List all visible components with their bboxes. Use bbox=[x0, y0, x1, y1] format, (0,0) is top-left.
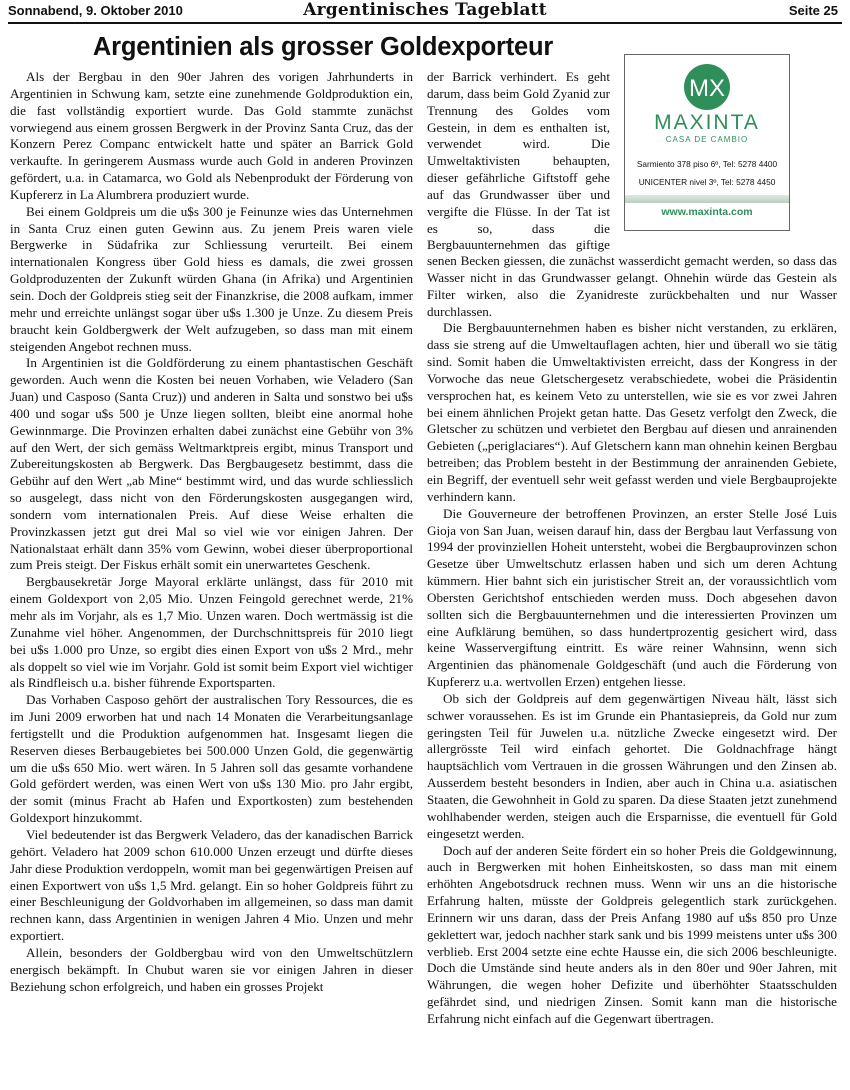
ad-website: www.maxinta.com bbox=[661, 206, 753, 218]
paragraph: Allein, besonders der Goldbergbau wird von den Umweltschützlern energisch bekämpft. In Chubut waren sie vor einigen Jahren in dieser Beziehung schon erfolgreich, und haben ein grosses Projekt bbox=[10, 944, 413, 994]
article-headline: Argentinien als grosser Goldexporteur bbox=[92, 33, 554, 61]
paragraph: Das Vorhaben Casposo gehört der australischen Tory Ressources, die es im Juni 2009 erworben hat und nach 14 Monaten die Verarbeitungsanlage fertigstellt und die Produktion aufgenommen hat. Insgesamt liegen die Reserven dieses Berbaugebietes bei 500.000 Unzen Gold, die gegenwärtig um die u$s 650 Mio. wert wären. In 5 Jahren soll das gesamte vorhandene Gold gefördert werden, was einen Wert von u$s 130 Mio. pro Jahr ergibt, der somit (minus Fracht ab Hafen und Exportkosten) zum bestehenden Goldexport hinzukommt. bbox=[10, 692, 413, 826]
paragraph: In Argentinien ist die Goldförderung zu einem phantastischen Geschäft geworden. Auch wenn die Kosten bei neuen Vorhaben, wie Veladero (San Juan) und Casposo (Santa Cruz)) und anderen in Salta und sonstwo bei u$s 400 und sogar u$s 500 je Unze liegen sollten, bleibt eine anormal hohe Gewinnmarge. Die Provinzen erhalten dabei zunächst eine Gebühr von 3% auf den Wert, der sich gemäss Weltmarktpreis ergibt, minus Transport und Zubereitungskosten ab Bergwerk. Das Bergbaugesetz bestimmt, dass die Gebühr auf den Wert „ab Mine“ bestimmt wird, und das wurde schliesslich so ausgelegt, dass nicht von den Förderungskosten ausgegangen wird, sondern vom internationalen Preis. Auf diese Weise erhalten die Provinzkassen jetzt gut drei Mal so viel wie vor einigen Jahren. Der Nationalstaat erhält dann 35% vom Gewinn, wobei dieser überproportional zum Preis steigt. Der Fiskus erhält somit ein unerwartetes Geschenk. bbox=[10, 355, 413, 573]
maxinta-advertisement bbox=[624, 54, 790, 231]
ad-address-2: UNICENTER nivel 3º, Tel: 5278 4450 bbox=[638, 177, 776, 187]
paragraph: Viel bedeutender ist das Bergwerk Veladero, das der kanadischen Barrick gehört. Veladero hat 2009 schon 610.000 Unzen erzeugt und dürfte dieses Jahr diese Produktion verdoppeln, womit man bei gegenwärtigen Preisen auf einen Exportwert von u$s 1,5 Mrd. gelangt. Ein so hoher Goldpreis führt zu einer Beschleunigung der Goldvorhaben im allgemeinen, so dass man damit rechnen kann, dass Argentinien in wenigen Jahren 4 Mio. Unzen und mehr exportiert. bbox=[10, 826, 413, 944]
paragraph: der Barrick verhindert. Es geht darum, dass beim Gold Zyanid zur Trennung des Goldes vom Gestein, in dem es enthalten ist, verwendet wird. Die Umweltaktivisten behaupten, dieser gefährliche Giftstoff gehe auf das Grundwasser über und vergifte die Flüsse. In der Tat ist es so, dass die Bergbauunternehmen das giftige bbox=[427, 69, 610, 253]
paragraph: Bei einem Goldpreis um die u$s 300 je Feinunze wies das Unternehmen in Santa Cruz einen guten Gewinn aus. Zu jenem Preis waren viele Bergwerke in Südafrika zur Schliessung verurteilt. Bei einem internationalen Kongress über Gold hiess es damals, die zwei grossen Goldproduzenten der Zukunft würden Ghana (in Afrika) und Argentinien sein. Doch der Goldpreis stieg seit der Finanzkrise, die 2008 aufkam, immer mehr und erreichte unlängst sogar über u$s 1.300 je Unze. Zu diesem Preis braucht kein Goldbergwerk der Welt aufzugeben, so dass man mit einem steigenden Angebot rechnen muss. bbox=[10, 203, 413, 354]
paragraph: Doch auf der anderen Seite fördert ein so hoher Preis die Goldgewinnung, auch in Bergwerken mit hohen Einheitskosten, so dass man mit einem erhöhten Angebotsdruck rechnen muss. Wenn wir uns an die historische Erfahrung halten, müsste der Goldpreis gelegentlich stark zurückgehen. Erinnern wir uns daran, dass der Preis Anfang 1980 auf u$s 850 pro Unze geklettert war, jedoch nachher stark sank und bis 1999 meistens unter u$s 300 verblieb. Erst 2004 setzte eine echte Hausse ein, die sich 2006 beschleunigte. Doch die Umstände sind heute anders als in den 80er und 90er Jahren, mit Währungen, die wegen hoher Defizite und überhöhter Staatsschulden gefährdet sind, und niedrigen Zinsen. Somit kann man die historische Erfahrung nicht einfach auf die Gegenwart übertragen. bbox=[427, 842, 837, 1026]
logo-monogram: MX bbox=[689, 75, 725, 102]
paragraph: senen Becken giessen, die zunächst wasserdicht gemacht werden, so dass das Wasser nicht in das Grundwasser gelangt. Ohnehin würde das Gestein als Filter wirken, also die Zyanidreste zurückbehalten und nur Wasser durchlassen. bbox=[427, 253, 837, 319]
newspaper-title: Argentinisches Tageblatt bbox=[303, 0, 547, 20]
paragraph: Als der Bergbau in den 90er Jahren des vorigen Jahrhunderts in Argentinien in Schwung kam, setzte eine zunehmende Goldproduktion ein, die fast vollständig exportiert wurde. Das Gold stammte zunächst vorwiegend aus einem grossen Bergwerk in der Provinz Santa Cruz, das der Konzern Perez Companc entwickelt hatte und später an Barrick Gold verkaufte. In geringerem Ausmass wurde auch Gold in anderen Provinzen gefördert, u.a. in Catamarca, wo Gold als Nebenprodukt der Förderung von Kupfererz in La Alumbrera produziert wurde. bbox=[10, 69, 413, 202]
paragraph: Ob sich der Goldpreis auf dem gegenwärtigen Niveau hält, lässt sich schwer voraussehen. Es ist im Grunde ein Phantasiepreis, da Gold nur zum geringsten Teil für Juwelen u.a. nützliche Zwecke eingesetzt wird. Der allergrösste Teil wird einfach gehortet. Die Goldnachfrage hängt hauptsächlich vom Vertrauen in die grossen Währungen und den Zinsen ab. Ausserdem besteht besonders in Indien, aber auch in China u.a. asiatischen Staaten, die Gewohnheit in Gold zu sparen. Da diese Staaten jetzt zunehmend wohlhabender werden, steigen auch die Ersparnisse, die eventuell für Gold eingesetzt werden. bbox=[427, 690, 837, 841]
paragraph: Bergbausekretär Jorge Mayoral erklärte unlängst, dass für 2010 mit einem Goldexport von 2,05 Mio. Unzen Feingold gerechnet werde, 21% mehr als im Vorjahr, als es 1,7 Mio. Unzen waren. Doch wertmässig ist die Zunahme viel höher. Angenommen, der Durchschnittspreis für 2010 liegt bei u$s 1.000 pro Unze, so ergibt dies einen Export von u$s 2 Mrd., mehr als doppelt so viel wie im Vorjahr. Gold ist somit beim Export viel wichtiger als Rindfleisch u.a. bisher führende Exportsparten. bbox=[10, 574, 413, 691]
issue-date: Sonnabend, 9. Oktober 2010 bbox=[8, 3, 183, 18]
ad-brand-name: MAXINTA bbox=[654, 111, 760, 134]
ad-divider-bar bbox=[625, 195, 789, 203]
page-header bbox=[8, 2, 842, 22]
header-rule bbox=[8, 22, 842, 24]
paragraph: Die Bergbauunternehmen haben es bisher nicht verstanden, zu erklären, dass sie streng auf die Umweltauflagen achten, hier und überall wo sie tätig sind. Somit haben die Umweltaktivisten erreicht, dass der Kongress in der Vorwoche das neue Gletschergesetz verabschiedete, wobei die Präsidentin versprochen hat, es keinem Veto zu unterstellen, wie sie es vor zwei Jahren bei einem ähnlichen Projekt getan hatte. Das Gesetz verfolgt den Zweck, die Gletscher zu schützen und verbietet den Bergbau auf diesen und anrainenden Gebieten („periglaciares“). Auf Gletschern kann man ohnehin keinen Bergbau betreiben; das Problem besteht in der Bestimmung der anrainenden Gebiete, ein Begriff, der eventuell sehr weit gefasst werden und viele Bergbauprojekte verhindern kann. bbox=[427, 320, 837, 504]
maxinta-logo-icon bbox=[682, 63, 732, 111]
ad-subtitle: CASA DE CAMBIO bbox=[665, 135, 749, 144]
page-number: Seite 25 bbox=[788, 3, 838, 18]
article-column-2-top bbox=[427, 69, 610, 255]
paragraph: Die Gouverneure der betroffenen Provinzen, an erster Stelle José Luis Gioja von San Juan, weisen darauf hin, dass der Bergbau laut Verfassung von 1994 der provinziellen Hoheit untersteht, wobei die Bergbauprovinzen schon Gesetze über Umweltschutz erlassen haben und sich um deren Achtung kümmern. Hier bahnt sich ein juristischer Streit an, der voraussichtlich vom Obersten Gerichtshof entschieden werden muss. Doch abgesehen davon sollten sich die Bergbauunternehmen und die interessierten Provinzen um eine Aufklärung bemühen, so dass hundertprozentig gesichert wird, dass keine Wasservergiftung eintritt. Es wäre reiner Wahnsinn, wenn sich Argentinien das phänomenale Goldgeschäft (und auch die Förderung von Kupfererz u.a. wertvollen Erzen) entgehen liesse. bbox=[427, 505, 837, 690]
article-column-1 bbox=[10, 69, 413, 1090]
article-column-2-bottom bbox=[427, 253, 837, 1090]
ad-address-1: Sarmiento 378 piso 6º, Tel: 5278 4400 bbox=[636, 159, 778, 169]
